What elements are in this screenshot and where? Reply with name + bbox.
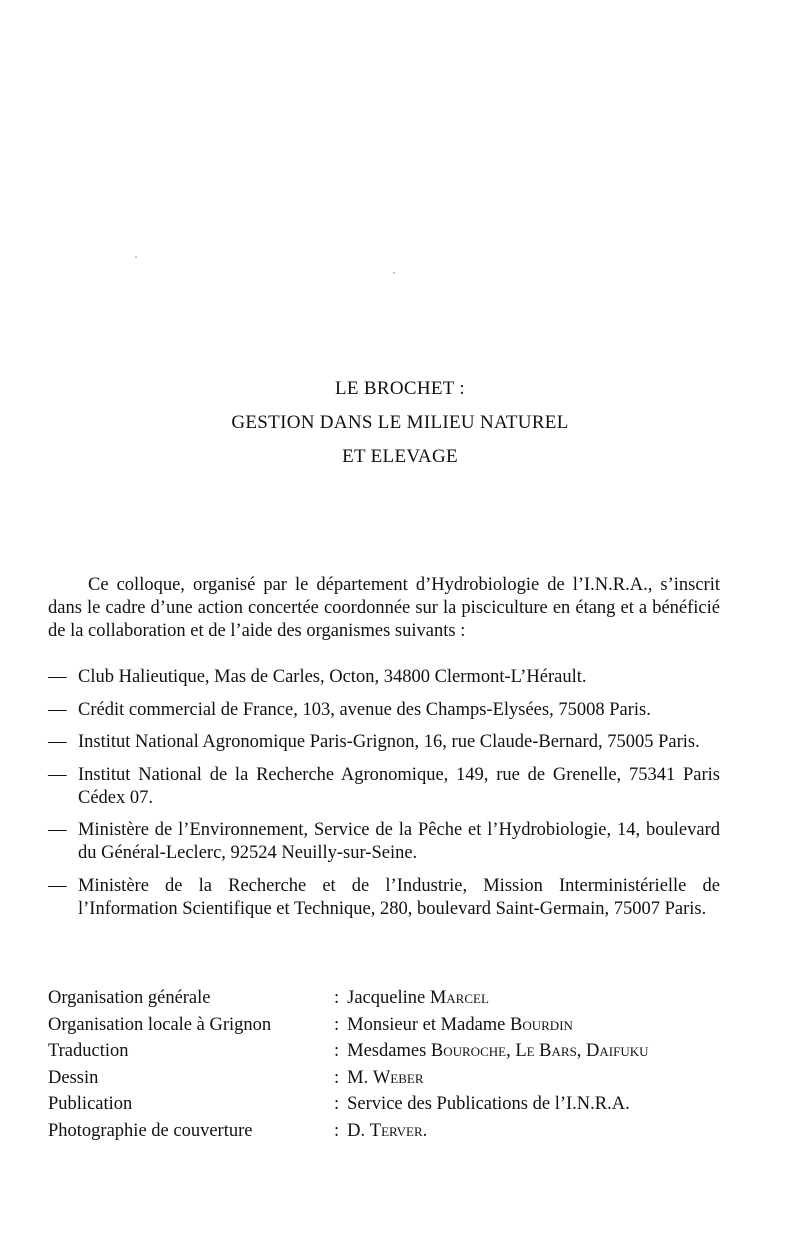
credit-value bbox=[334, 1012, 738, 1039]
document-title bbox=[0, 372, 800, 474]
sponsor-item bbox=[48, 731, 720, 754]
credit-names: Weber bbox=[372, 1067, 424, 1088]
dash-bullet: — bbox=[48, 667, 67, 687]
sponsor-text: Institut National de la Recherche Agronomique, 149, rue de Grenelle, 75341 Paris Cédex 07. bbox=[78, 764, 720, 808]
sponsor-text: Ministère de la Recherche et de l’Industrie, Mission Interministérielle de l’Information Scientifique et Technique, 280, boulevard Saint-Germain, 75007 Paris. bbox=[78, 875, 720, 919]
credit-prefix: D. bbox=[347, 1120, 370, 1141]
credit-row bbox=[48, 985, 738, 1012]
sponsor-text: Institut National Agronomique Paris-Grignon, 16, rue Claude-Bernard, 75005 Paris. bbox=[78, 732, 700, 752]
print-speck bbox=[135, 256, 137, 258]
print-speck bbox=[393, 272, 395, 274]
credit-label: Traduction bbox=[48, 1041, 129, 1061]
sponsor-list bbox=[48, 666, 720, 930]
credit-names: Bourdin bbox=[510, 1014, 573, 1035]
sponsor-item bbox=[48, 875, 720, 921]
colon-separator: : bbox=[334, 1041, 340, 1061]
title-line-2: GESTION DANS LE MILIEU NATUREL bbox=[231, 412, 569, 433]
credit-label: Organisation locale à Grignon bbox=[48, 1014, 272, 1035]
credit-row bbox=[48, 1038, 738, 1065]
credit-row bbox=[48, 1012, 738, 1039]
colon-separator: : bbox=[334, 1014, 340, 1035]
credit-prefix: M. bbox=[347, 1067, 373, 1088]
credit-row bbox=[48, 1091, 738, 1118]
dash-bullet: — bbox=[48, 732, 67, 752]
sponsor-item bbox=[48, 666, 720, 689]
intro-paragraph-block bbox=[48, 574, 720, 643]
credit-label: Publication bbox=[48, 1094, 133, 1114]
colon-separator: : bbox=[334, 1094, 340, 1114]
dash-bullet: — bbox=[48, 820, 67, 840]
credit-names: Terver bbox=[369, 1120, 423, 1141]
credit-row bbox=[48, 1065, 738, 1092]
credit-row bbox=[48, 1118, 738, 1145]
credit-prefix: Mesdames bbox=[347, 1041, 431, 1061]
dash-bullet: — bbox=[48, 764, 67, 785]
credit-label: Organisation générale bbox=[48, 988, 211, 1008]
intro-paragraph: Ce colloque, organisé par le département d’Hydrobiologie de l’I.N.R.A., s’inscrit dans le cadre d’une action concertée coordonnée sur la pisciculture en étang et a bénéficié de la collaboration et de l’aide des organismes suivants : bbox=[48, 575, 720, 641]
credit-label: Dessin bbox=[48, 1067, 99, 1088]
credit-prefix: Monsieur et Madame bbox=[347, 1014, 511, 1035]
credit-value bbox=[334, 1091, 738, 1118]
colon-separator: : bbox=[334, 1067, 340, 1088]
dash-bullet: — bbox=[48, 699, 67, 720]
credit-value bbox=[334, 1065, 738, 1092]
credits-table bbox=[48, 985, 738, 1144]
credit-label: Photographie de couverture bbox=[48, 1120, 253, 1141]
credit-value bbox=[334, 1038, 738, 1065]
credit-names: Marcel bbox=[429, 988, 489, 1008]
credit-value bbox=[334, 1118, 738, 1145]
credit-names: Bouroche, Le Bars, Daifuku bbox=[430, 1041, 649, 1061]
sponsor-text: Crédit commercial de France, 103, avenue des Champs-Elysées, 75008 Paris. bbox=[78, 699, 651, 720]
sponsor-item bbox=[48, 699, 720, 722]
sponsor-text: Ministère de l’Environnement, Service de la Pêche et l’Hydrobiologie, 14, boulevard du Général-Leclerc, 92524 Neuilly-sur-Seine. bbox=[78, 820, 720, 863]
sponsor-item bbox=[48, 764, 720, 810]
colon-separator: : bbox=[334, 988, 340, 1008]
title-line-3: ET ELEVAGE bbox=[342, 446, 458, 467]
credit-value bbox=[334, 985, 738, 1012]
sponsor-text: Club Halieutique, Mas de Carles, Octon, 34800 Clermont-L’Hérault. bbox=[78, 667, 587, 687]
credit-prefix: Jacqueline bbox=[347, 988, 430, 1008]
sponsor-item bbox=[48, 819, 720, 865]
credit-suffix: . bbox=[422, 1120, 428, 1141]
colon-separator: : bbox=[334, 1120, 340, 1141]
title-line-1: LE BROCHET : bbox=[335, 378, 465, 399]
credit-prefix: Service des Publications de l’I.N.R.A. bbox=[347, 1094, 630, 1114]
dash-bullet: — bbox=[48, 875, 67, 896]
